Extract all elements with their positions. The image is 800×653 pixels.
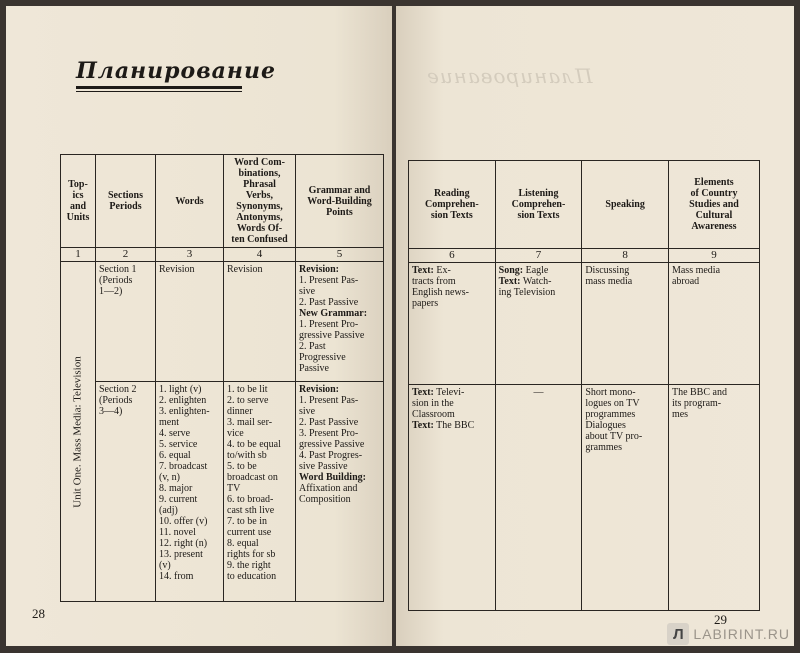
column-number: 8 <box>582 249 669 263</box>
title-rule-thin <box>76 91 242 92</box>
column-number: 5 <box>296 248 384 262</box>
header-word-combinations: Word Com- binations, Phrasal Verbs, Synonyms, Antonyms, Words Of- ten Confused <box>224 155 296 248</box>
planning-table-left <box>60 154 384 602</box>
listening-cell: — <box>495 385 582 611</box>
header-row <box>61 155 384 248</box>
grammar-revision-label: Revision: <box>299 384 339 395</box>
header-words: Words <box>156 155 224 248</box>
table-row <box>61 382 384 602</box>
header-culture: Elements of Country Studies and Cultural Awareness <box>668 161 759 249</box>
header-row <box>409 161 760 249</box>
header-reading: Reading Comprehen- sion Texts <box>409 161 496 249</box>
culture-cell: The BBC and its program- mes <box>668 385 759 611</box>
labirint-logo-icon: Л <box>667 623 689 645</box>
page-number-right: 29 <box>714 612 727 627</box>
grammar-revision-list: 1. Present Pas- sive 2. Past Passive 3. Present Pro- gressive Passive 4. Past Progres- sive Passive <box>299 395 365 472</box>
reading-text: Televi- sion in the Classroom <box>412 387 465 420</box>
grammar-cell <box>296 382 384 602</box>
reading-text: The BBC <box>433 420 475 431</box>
combinations-cell: Revision <box>224 262 296 382</box>
header-speaking: Speaking <box>582 161 669 249</box>
section-cell: Section 2 (Periods 3—4) <box>96 382 156 602</box>
table-row <box>409 385 760 611</box>
watermark <box>667 623 790 645</box>
column-number-row <box>61 248 384 262</box>
words-cell: Revision <box>156 262 224 382</box>
reading-cell <box>409 385 496 611</box>
column-number: 6 <box>409 249 496 263</box>
table-row <box>409 263 760 385</box>
table-row <box>61 262 384 382</box>
title-rule-thick <box>76 86 242 89</box>
page-title: Планирование <box>76 58 276 84</box>
word-building-text: Affixation and Composition <box>299 483 358 505</box>
column-number: 3 <box>156 248 224 262</box>
grammar-cell <box>296 262 384 382</box>
section-cell: Section 1 (Periods 1—2) <box>96 262 156 382</box>
page-number-left: 28 <box>32 606 45 621</box>
text-label: Text: <box>412 387 434 398</box>
column-number: 2 <box>96 248 156 262</box>
song-title: Eagle <box>523 265 549 276</box>
grammar-new-label: New Grammar: <box>299 308 368 319</box>
column-number: 4 <box>224 248 296 262</box>
bleed-through-title: Планирование <box>426 64 593 88</box>
grammar-revision-label: Revision: <box>299 264 339 275</box>
speaking-cell: Short mono- logues on TV programmes Dialogues about TV pro- grammes <box>582 385 669 611</box>
column-number-row <box>409 249 760 263</box>
column-number: 9 <box>668 249 759 263</box>
listening-text: Watch- ing Television <box>498 276 556 298</box>
header-grammar: Grammar and Word-Building Points <box>296 155 384 248</box>
header-sections: Sections Periods <box>96 155 156 248</box>
grammar-revision-list: 1. Present Pas- sive 2. Past Passive <box>299 275 359 308</box>
word-building-label: Word Building: <box>299 472 366 483</box>
header-listening: Listening Comprehen- sion Texts <box>495 161 582 249</box>
unit-cell <box>61 262 96 602</box>
combinations-cell: 1. to be lit 2. to serve dinner 3. mail ser- vice 4. to be equal to/with sb 5. to be broadcast on TV 6. to broad- cast sth live 7. to be in current use 8. equal rights for sb 9. the right to education <box>224 382 296 602</box>
listening-cell <box>495 263 582 385</box>
planning-table-right <box>408 160 760 611</box>
speaking-cell: Discussing mass media <box>582 263 669 385</box>
unit-label: Unit One. Mass Media: Television <box>71 355 84 508</box>
culture-cell: Mass media abroad <box>668 263 759 385</box>
header-topics: Top- ics and Units <box>61 155 96 248</box>
words-cell: 1. light (v) 2. enlighten 3. enlighten- ment 4. serve 5. service 6. equal 7. broadcast (v, n) 8. major 9. current (adj) 10. offer (v) 11. novel 12. right (n) 13. present (v) 14. from <box>156 382 224 602</box>
left-page <box>6 6 392 646</box>
text-label: Text: <box>412 420 434 431</box>
text-label: Text: <box>498 276 521 287</box>
watermark-text: LABIRINT.RU <box>693 626 790 642</box>
grammar-new-list: 1. Present Pro- gressive Passive 2. Past Progressive Passive <box>299 319 365 374</box>
right-page <box>396 6 794 646</box>
text-label: Text: <box>412 265 434 276</box>
song-label: Song: <box>498 265 524 276</box>
reading-text: Ex- tracts from English news- papers <box>412 265 469 309</box>
column-number: 1 <box>61 248 96 262</box>
reading-cell <box>409 263 496 385</box>
column-number: 7 <box>495 249 582 263</box>
